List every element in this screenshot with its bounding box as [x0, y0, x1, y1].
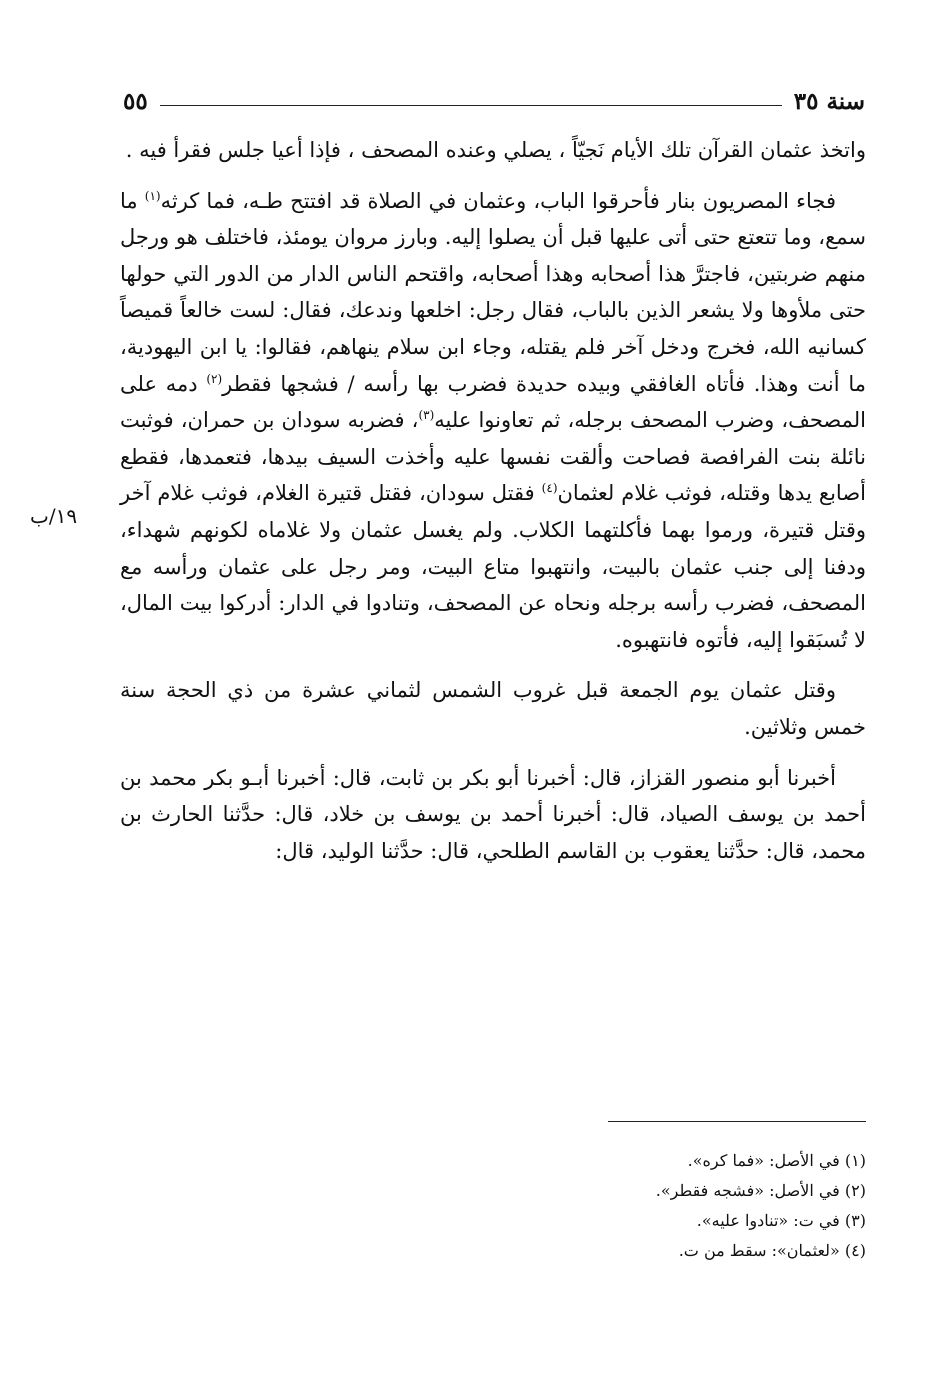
- footnotes: [300, 1146, 866, 1266]
- manuscript-folio-note: ١٩/ب: [30, 504, 78, 528]
- body-text: [120, 132, 866, 869]
- paragraph-3: وقتل عثمان يوم الجمعة قبل غروب الشمس لثماني عشرة من ذي الحجة سنة خمس وثلاثين.: [120, 678, 866, 739]
- footnote-2: (٢) في الأصل: «فشجه فقطر».: [655, 1181, 866, 1200]
- paragraph-2-part: ما سمع، وما تتعتع حتى أتى عليها قبل أن يصلوا إليه. وبارز مروان يومئذ، فاختلف هو ورجل منهم ضربتين، فاجترَّ هذا أصحابه وهذا أصحابه، واقتحم الناس الدار من الدور التي حولها حتى ملأوها ولا يشعر الذين بالباب، فقال رجل: اخلعها وندعك، فقال: لست خالعاً قميصاً كسانيه الله، فخرج ودخل آخر فلم يقتله، وجاء ابن سلام ينهاهم، فقالوا: يا ابن اليهودية، ما أنت وهذا. فأتاه الغافقي وبيده حديدة فضرب بها رأسه / فشجها فقطر: [120, 188, 866, 396]
- header-rule: [160, 105, 782, 106]
- footnote-1: (١) في الأصل: «فما كره».: [687, 1151, 866, 1170]
- footnote-3: (٣) في ت: «تنادوا عليه».: [696, 1211, 866, 1230]
- paragraph-4: أخبرنا أبو منصور القزاز، قال: أخبرنا أبو بكر بن ثابت، قال: أخبرنا أبـو بكر محمد بن أحمد بن يوسف الصياد، قال: أخبرنا أحمد بن يوسف بن خلاد، قال: حدَّثنا الحارث بن محمد، قال: حدَّثنا يعقوب بن القاسم الطلحي، قال: حدَّثنا الوليد، قال:: [120, 765, 866, 863]
- paragraph-2: [120, 183, 866, 659]
- footnote-4: (٤) «لعثمان»: سقط من ت.: [678, 1241, 866, 1260]
- page-number: ٥٥: [123, 87, 148, 115]
- paragraph-2-part: فقتل سودان، فقتل قتيرة الغلام، فوثب غلام آخر وقتل قتيرة، ورموا بهما فأكلتهما الكلاب. ولم يغسل عثمان ولا غلاماه لكونهم شهداء، ودفنا إلى جنب عثمان بالبيت، وانتهبوا متاع البيت، ومر رجل على عثمان ورأسه مع المصحف، فضرب رأسه برجله ونحاه عن المصحف، وتنادوا في الدار: أدركوا بيت المال، لا تُسبَقوا إليه، فأتوه فانتهبوه.: [120, 481, 866, 652]
- paragraph-2-part: ، فضربه سودان بن حمران، فوثبت نائلة بنت الفرافصة فصاحت وألقت نفسها عليه وأخذت السيف بيدها، فتعمدها، فقطع أصابع يدها وقتله، فوثب غلام لعثمان: [120, 408, 866, 506]
- header-year-label: سنة ٣٥: [793, 87, 865, 115]
- footnote-ref-3[interactable]: (٣): [418, 408, 435, 423]
- running-header: [123, 84, 865, 118]
- paragraph-2-part: فجاء المصريون بنار فأحرقوا الباب، وعثمان في الصلاة قد افتتح طـه، فما كرثه: [160, 188, 837, 213]
- paragraph-1: واتخذ عثمان القرآن تلك الأيام نَجيّاً ، يصلي وعنده المصحف ، فإذا أعيا جلس فقرأ فيه .: [125, 138, 866, 162]
- footnote-ref-2[interactable]: (٢): [206, 371, 223, 386]
- footnote-ref-1[interactable]: (١): [144, 188, 161, 203]
- footnote-ref-4[interactable]: (٤): [541, 481, 558, 496]
- paragraph-2-part: دمه على المصحف، وضرب المصحف برجله، ثم تعاونوا عليه: [120, 371, 866, 433]
- footnote-separator: [608, 1121, 866, 1122]
